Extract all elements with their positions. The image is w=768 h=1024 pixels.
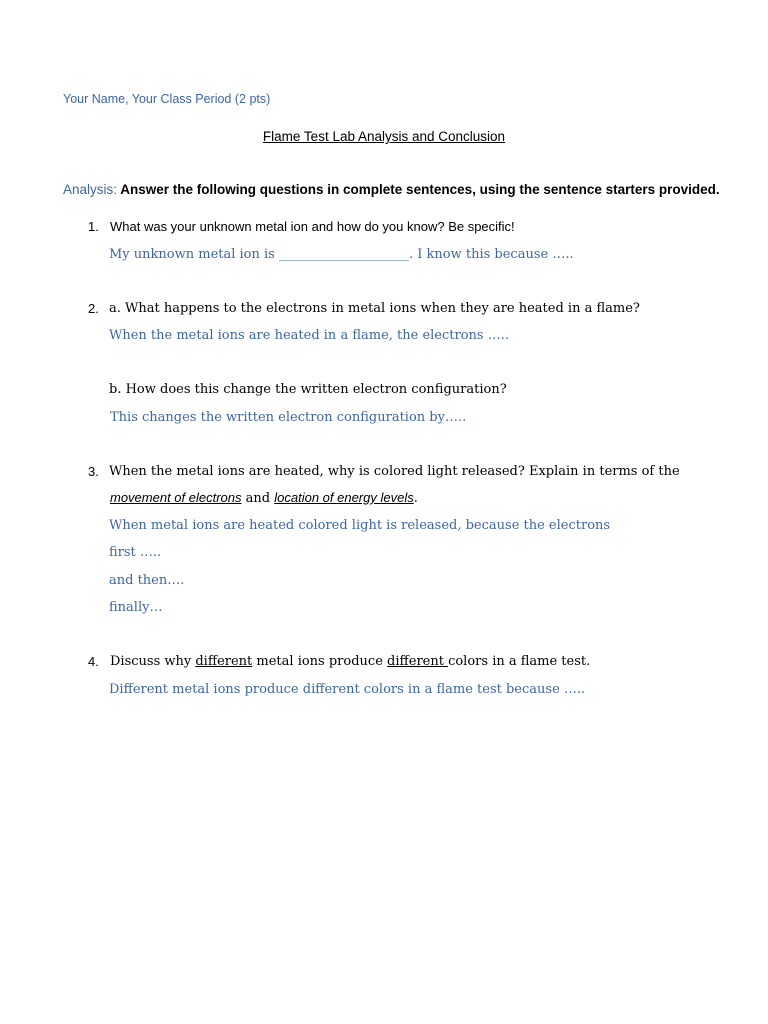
term-location-of-energy-levels: location of energy levels	[274, 490, 414, 505]
question-4-different-2: different	[387, 654, 449, 669]
question-3-starter: When metal ions are heated colored light is released, because the electrons	[109, 518, 611, 533]
question-2a-text: a. What happens to the electrons in metal ions when they are heated in a flame?	[109, 301, 640, 316]
question-2-number: 2.	[88, 301, 99, 316]
question-4-number: 4.	[88, 654, 99, 669]
question-1-blank: ____________________	[278, 247, 409, 262]
term-movement-of-electrons: movement of electrons	[110, 490, 242, 505]
question-4-text-mid: metal ions produce	[252, 654, 388, 669]
question-4-text-pre: Discuss why	[110, 654, 196, 669]
question-3-finally: finally…	[109, 600, 163, 615]
analysis-intro: Answer the following questions in complete sentences, using the sentence starters provided.	[117, 182, 720, 197]
question-3-text-line2	[110, 490, 418, 506]
question-1-starter-before: My unknown metal ion is	[109, 247, 279, 262]
question-3-first: first …..	[109, 545, 162, 560]
question-4-different-1: different	[195, 654, 253, 669]
question-1-starter	[109, 247, 574, 262]
name-class-line: Your Name, Your Class Period (2 pts)	[63, 92, 271, 106]
question-1-text: What was your unknown metal ion and how do you know? Be specific!	[110, 219, 515, 234]
question-2a-starter: When the metal ions are heated in a flame, the electrons …..	[109, 328, 509, 343]
question-3-then: and then….	[109, 573, 185, 588]
question-3-and: and	[241, 491, 275, 506]
question-2b-text: b. How does this change the written electron configuration?	[109, 382, 507, 397]
question-3-number: 3.	[88, 464, 99, 479]
page-title	[0, 129, 768, 144]
question-1-number: 1.	[88, 219, 99, 234]
question-4-text-post: colors in a flame test.	[448, 654, 591, 669]
question-1-starter-after: . I know this because …..	[408, 247, 574, 262]
question-4-starter: Different metal ions produce different colors in a flame test because …..	[109, 682, 586, 697]
question-3-period: .	[413, 491, 418, 506]
question-2b-starter: This changes the written electron configuration by…..	[110, 410, 467, 425]
analysis-label: Analysis:	[63, 182, 118, 197]
page-title-text: Flame Test Lab Analysis and Conclusion	[262, 129, 506, 144]
question-3-text-line1: When the metal ions are heated, why is colored light released? Explain in terms of the	[109, 464, 680, 479]
question-4-text	[110, 654, 590, 669]
analysis-instruction	[63, 182, 720, 197]
